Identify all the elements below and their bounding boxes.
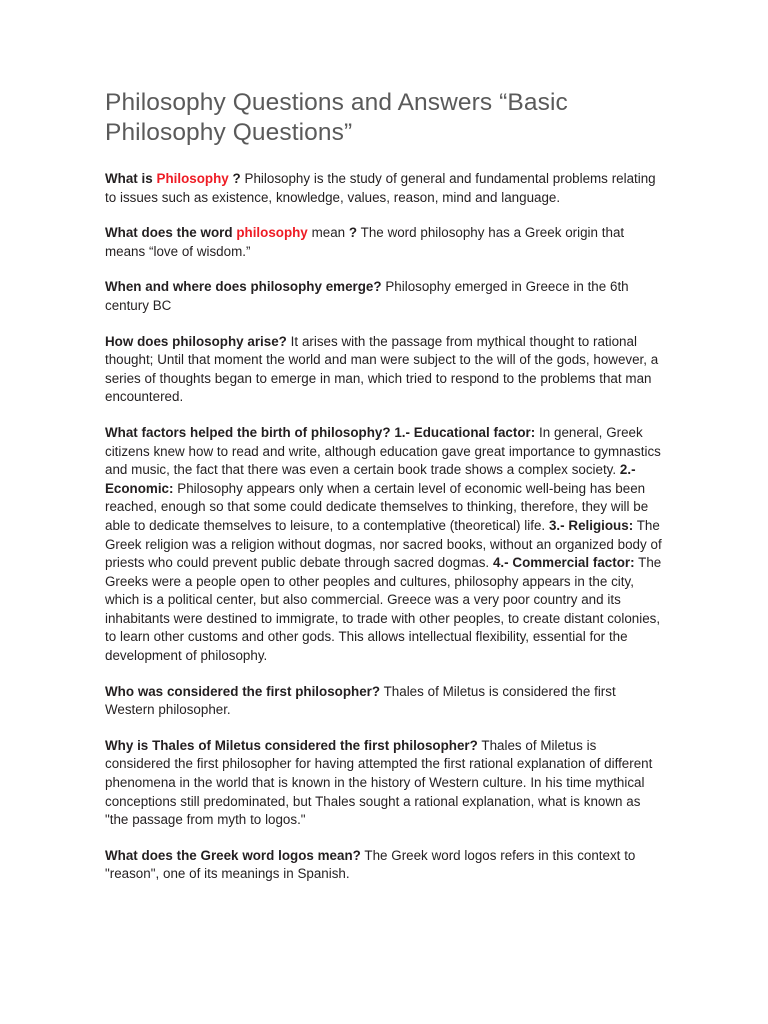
factor-text-4: The Greeks were a people open to other peoples and cultures, philosophy appears in the city, which is a political center, but also commercial. Greece was a very poor country and its inhabitants were destined to immigrate, to trade with other peoples, to create distant colonies, to learn other customs and other gods. This allows intellectual flexibility, essential for the development of philosophy. bbox=[105, 555, 662, 664]
factor-text-1: In general, Greek citizens knew how to read and write, although education gave great importance to gymnastics and music, the fact that there was even a certain book trade shows a complex society. bbox=[105, 424, 661, 478]
answer-text: Thales of Miletus is considered the first Western philosopher. bbox=[105, 683, 616, 718]
factor-label-3: 3.- Religious: bbox=[545, 517, 634, 533]
answer-text: The Greek word logos refers in this context to "reason", one of its meanings in Spanish. bbox=[105, 847, 636, 882]
question-text-mid: mean bbox=[307, 225, 349, 241]
factor-text-3: The Greek religion was a religion without dogmas, nor sacred books, without an organized body of priests who could prevent public debate through sacred dogmas. bbox=[105, 517, 662, 571]
factor-label-2: 2.- Economic: bbox=[105, 462, 636, 496]
question-text: What factors helped the birth of philosophy? bbox=[105, 424, 391, 440]
question-text: Why is Thales of Miletus considered the first philosopher? bbox=[105, 737, 478, 753]
qa-greek-word-logos bbox=[105, 847, 663, 884]
question-text-post: ? bbox=[232, 171, 241, 186]
question-text: When and where does philosophy emerge? bbox=[105, 279, 382, 295]
question-text: How does philosophy arise? bbox=[105, 333, 287, 349]
factor-text-2: Philosophy appears only when a certain level of economic well-being has been reached, enough so that some could dedicate themselves to thinking, therefore, they will be able to dedicate themselves to leisure, to a contemplative (theoretical) life. bbox=[105, 480, 649, 533]
qa-word-philosophy-meaning bbox=[105, 224, 663, 261]
answer-text: Philosophy is the study of general and fundamental problems relating to issues such as existence, knowledge, values, reason, mind and language. bbox=[105, 171, 656, 205]
page-title: Philosophy Questions and Answers “Basic Philosophy Questions” bbox=[105, 89, 568, 146]
answer-text: The word philosophy has a Greek origin that means “love of wisdom.” bbox=[105, 225, 625, 259]
question-text-post: ? bbox=[348, 225, 358, 241]
factor-label-4: 4.- Commercial factor: bbox=[489, 555, 635, 571]
factor-label-1: 1.- Educational factor: bbox=[390, 424, 536, 440]
answer-text: Thales of Miletus is considered the first philosopher for having attempted the first rational explanation of different phenomena in the world that is known in the history of Western culture. In his time mythical conceptions still predominated, but Thales sought a rational explanation, what is known as "the passage from myth to logos." bbox=[105, 737, 653, 828]
question-text-pre: What is bbox=[105, 171, 157, 186]
question-text: What does the Greek word logos mean? bbox=[105, 847, 361, 863]
question-text: Who was considered the first philosopher? bbox=[105, 683, 381, 699]
highlighted-term: philosophy bbox=[236, 225, 308, 241]
question-text-pre: What does the word bbox=[105, 225, 237, 241]
answer-text: It arises with the passage from mythical thought to rational thought; Until that moment the world and man were subject to the will of the gods, however, a series of thoughts began to emerge in man, which tried to respond to the problems that man encountered. bbox=[105, 333, 659, 405]
answer-text: Philosophy emerged in Greece in the 6th century BC bbox=[105, 279, 629, 313]
qa-factors-birth bbox=[105, 424, 663, 666]
qa-first-philosopher bbox=[105, 683, 663, 720]
qa-what-is-philosophy bbox=[105, 170, 663, 207]
highlighted-term: Philosophy bbox=[156, 171, 229, 186]
qa-how-arise bbox=[105, 333, 663, 407]
qa-when-where-emerge bbox=[105, 278, 663, 315]
qa-why-thales bbox=[105, 737, 663, 830]
